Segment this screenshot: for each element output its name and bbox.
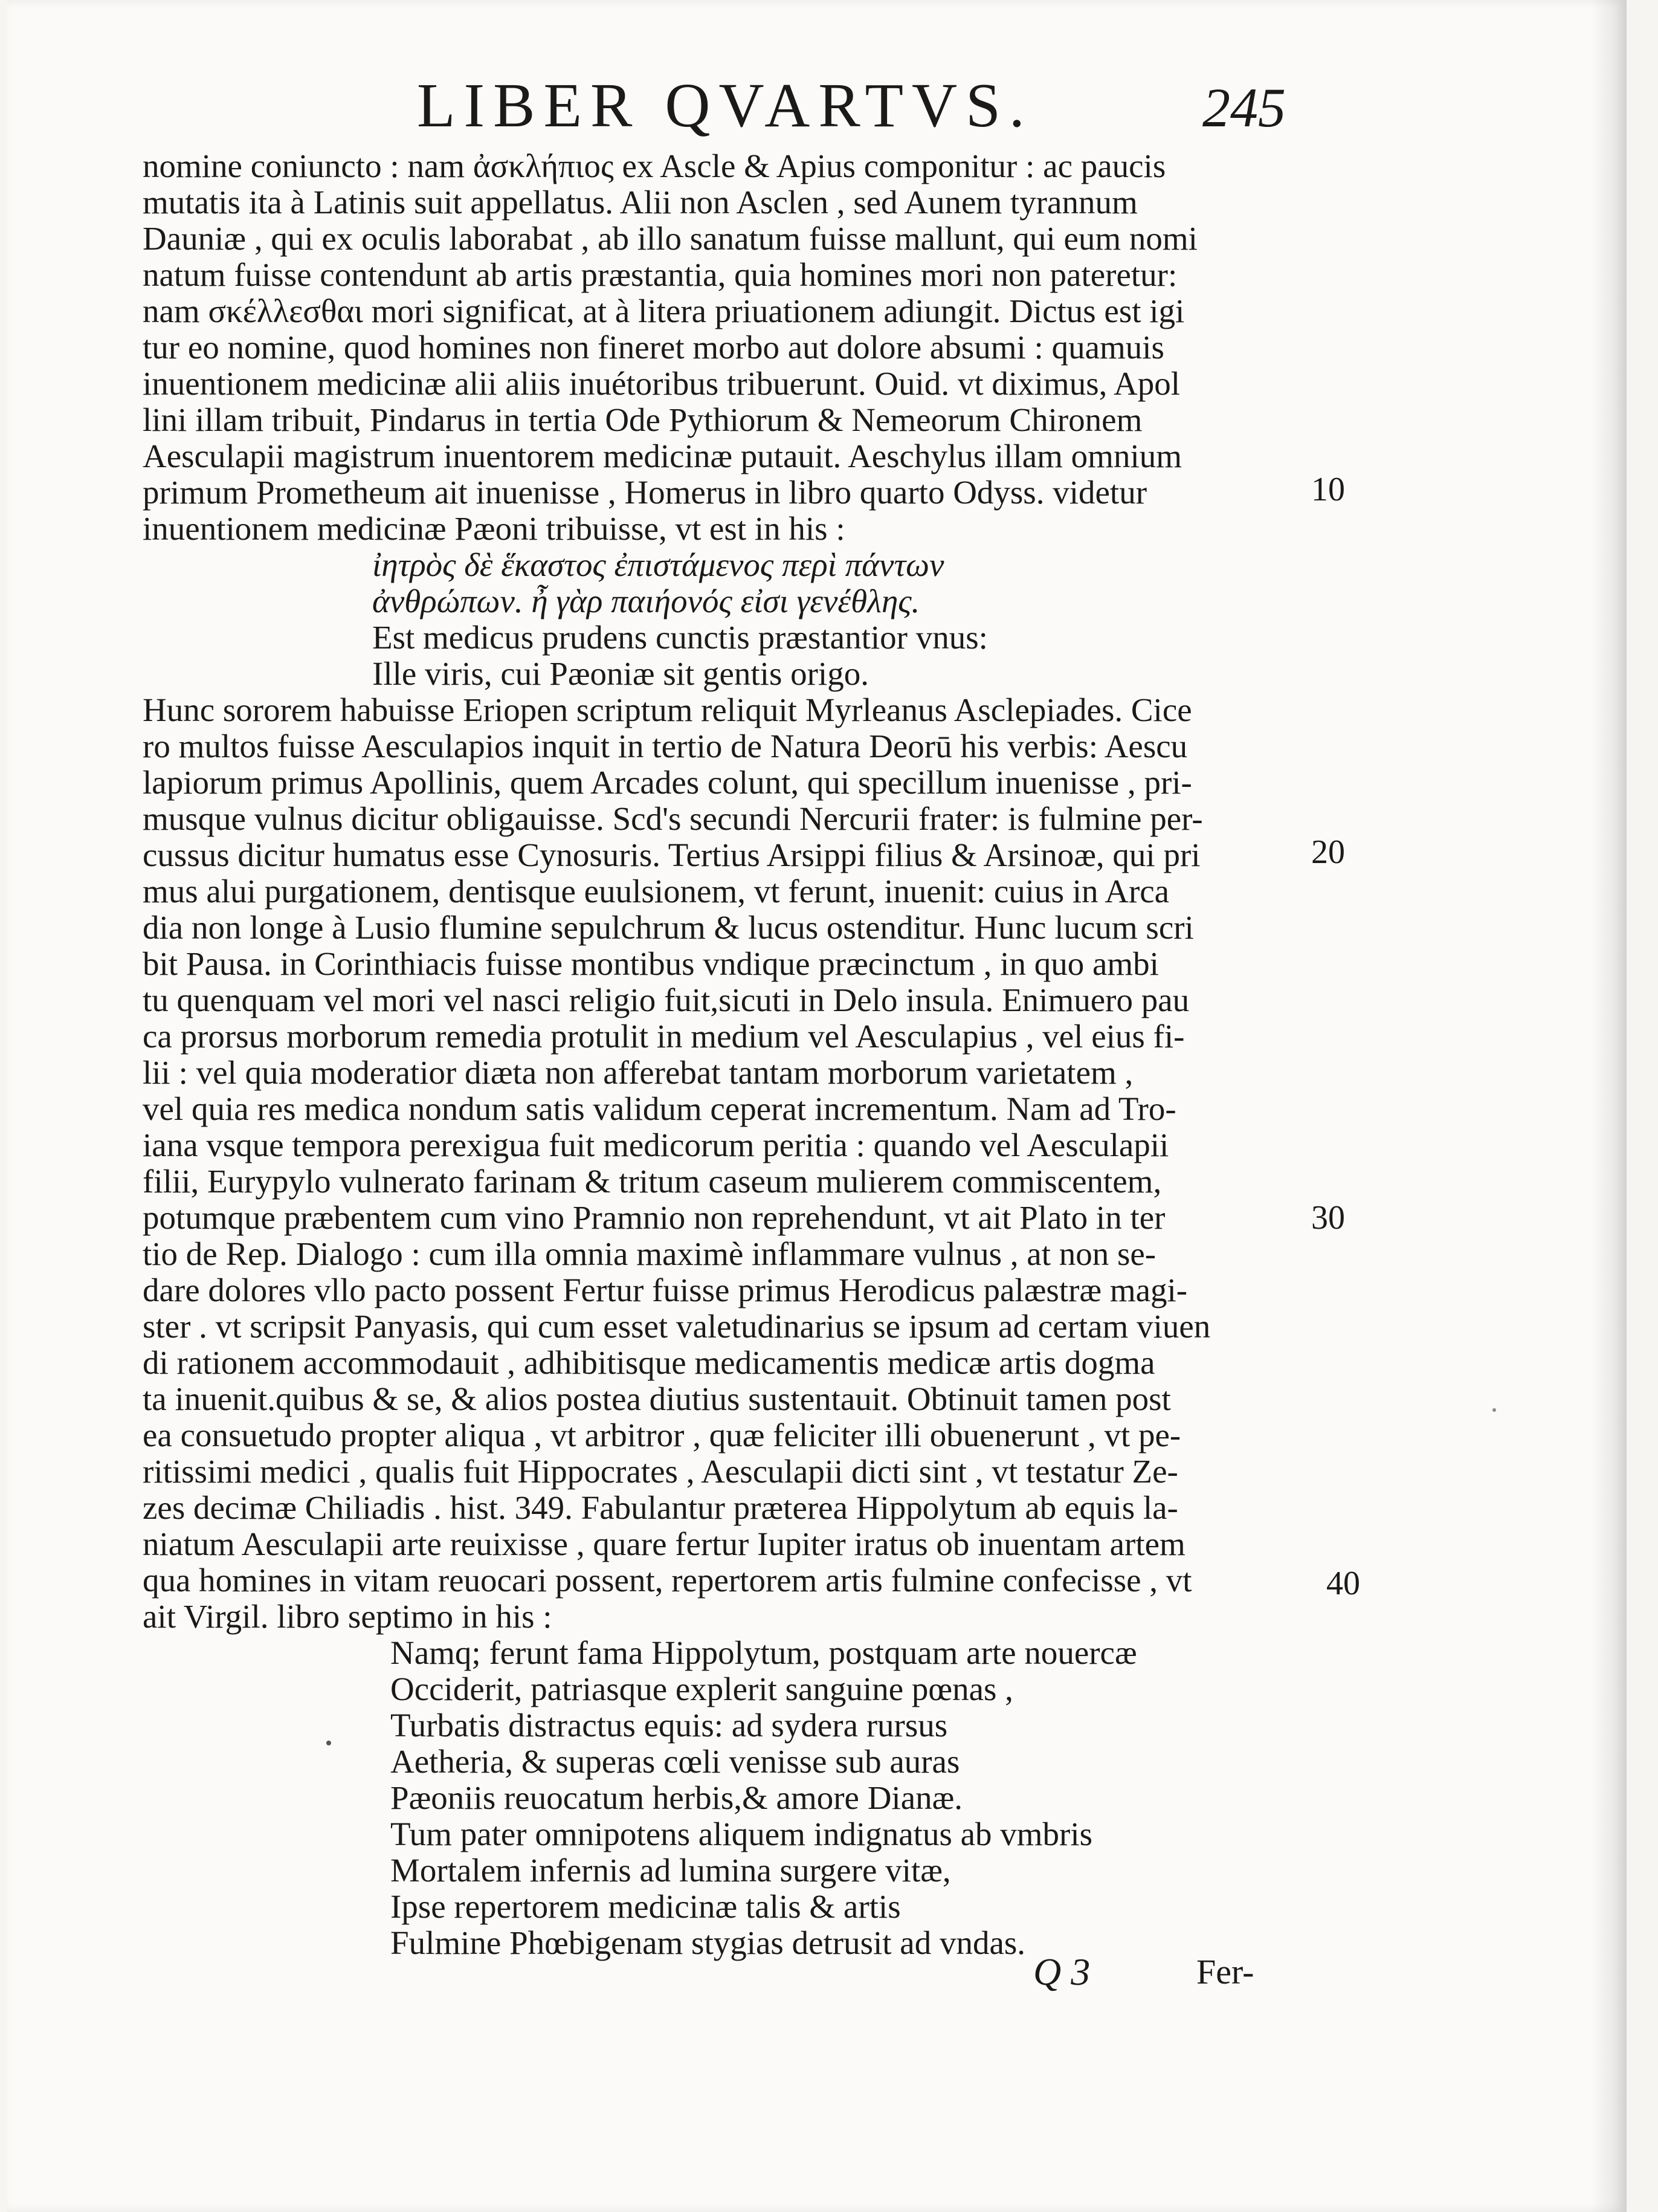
verse-line: Aetheria, & superas cœli venisse sub auras — [390, 1743, 960, 1780]
stray-ink-mark — [326, 1741, 331, 1745]
catchword: Fer- — [1196, 1952, 1254, 1991]
text-line: ster . vt scripsit Panyasis, qui cum esset valetudinarius se ipsum ad certam viuen — [143, 1308, 1211, 1345]
margin-line-number-10: 10 — [1311, 471, 1345, 508]
verse-line: Tum pater omnipotens aliquem indignatus ab vmbris — [390, 1816, 1093, 1852]
text-line: tur eo nomine, quod homines non fineret morbo aut dolore absumi : quamuis — [143, 329, 1164, 366]
verse-line: Mortalem infernis ad lumina surgere vitæ, — [390, 1852, 951, 1889]
text-line: nomine coniuncto : nam ἀσκλήπιος ex Ascle & Apius componitur : ac paucis — [143, 147, 1166, 184]
page-number: 245 — [1202, 77, 1286, 138]
verse-line: Ipse repertorem medicinæ talis & artis — [390, 1888, 901, 1925]
verse-line: Turbatis distractus equis: ad sydera rursus — [390, 1707, 948, 1744]
text-line: Hunc sororem habuisse Eriopen scriptum reliquit Myrleanus Asclepiades. Cice — [143, 691, 1192, 728]
running-head — [417, 73, 1323, 139]
text-line: ca prorsus morborum remedia protulit in medium vel Aesculapius , vel eius fi- — [143, 1018, 1185, 1055]
verse-line: Pæoniis reuocatum herbis,& amore Dianæ. — [390, 1779, 963, 1816]
text-line: lini illam tribuit, Pindarus in tertia Ode Pythiorum & Nemeorum Chironem — [143, 401, 1143, 438]
text-line: mus alui purgationem, dentisque euulsionem, vt ferunt, inuenit: cuius in Arca — [143, 873, 1170, 910]
text-line: cussus dicitur humatus esse Cynosuris. Tertius Arsippi filius & Arsinoæ, qui pri — [143, 836, 1201, 873]
text-line: ea consuetudo propter aliqua , vt arbitror , quæ feliciter illi obuenerunt , vt pe- — [143, 1417, 1181, 1454]
text-line: di rationem accommodauit , adhibitisque medicamentis medicæ artis dogma — [143, 1344, 1155, 1381]
text-line: ait Virgil. libro septimo in his : — [143, 1598, 552, 1635]
text-line: vel quia res medica nondum satis validum ceperat incrementum. Nam ad Tro- — [143, 1090, 1176, 1127]
text-line: dia non longe à Lusio flumine sepulchrum & lucus ostenditur. Hunc lucum scri — [143, 909, 1194, 946]
text-line: musque vulnus dicitur obligauisse. Scd's secundi Nercurii frater: is fulmine per- — [143, 800, 1203, 837]
greek-verse-line: ἰητρὸς δὲ ἕκαστος ἐπιστάμενος περὶ πάντων — [372, 546, 944, 583]
text-line: filii, Eurypylo vulnerato farinam & tritum caseum mulierem commiscentem, — [143, 1163, 1162, 1200]
verse-line: Occiderit, patriasque explerit sanguine pœnas , — [390, 1670, 1013, 1707]
margin-line-number-30: 30 — [1311, 1199, 1345, 1237]
text-line: ro multos fuisse Aesculapios inquit in tertio de Natura Deorū his verbis: Aescu — [143, 728, 1188, 765]
text-line: iana vsque tempora perexigua fuit medicorum peritia : quando vel Aesculapii — [143, 1127, 1169, 1163]
latin-verse-line: Ille viris, cui Pæoniæ sit gentis origo. — [372, 655, 869, 692]
text-line: dare dolores vllo pacto possent Fertur fuisse primus Herodicus palæstræ magi- — [143, 1272, 1188, 1308]
virgil-verse — [143, 1635, 1315, 1961]
signature-mark: Q 3 — [1033, 1950, 1091, 1993]
text-line: Aesculapii magistrum inuentorem medicinæ putauit. Aeschylus illam omnium — [143, 438, 1182, 474]
text-line: lapiorum primus Apollinis, quem Arcades colunt, qui specillum inuenisse , pri- — [143, 764, 1192, 801]
greek-verse-line: ἀνθρώπων. ἦ γὰρ παιήονός εἰσι γενέθλης. — [372, 583, 920, 619]
text-line: mutatis ita à Latinis suit appellatus. Alii non Asclen , sed Aunem tyrannum — [143, 184, 1138, 221]
text-line: bit Pausa. in Corinthiacis fuisse montibus vndique præcinctum , in quo ambi — [143, 945, 1159, 982]
stray-ink-mark — [1492, 1408, 1496, 1412]
text-line: ta inuenit.quibus & se, & alios postea diutius sustentauit. Obtinuit tamen post — [143, 1380, 1171, 1417]
text-line: primum Prometheum ait inuenisse , Homerus in libro quarto Odyss. videtur — [143, 474, 1147, 511]
text-line: inuentionem medicinæ alii aliis inuétoribus tribuerunt. Ouid. vt diximus, Apol — [143, 365, 1181, 402]
text-line: inuentionem medicinæ Pæoni tribuisse, vt est in his : — [143, 510, 845, 547]
margin-line-number-20: 20 — [1311, 833, 1345, 871]
text-line: Dauniæ , qui ex oculis laborabat , ab illo sanatum fuisse mallunt, qui eum nomi — [143, 220, 1198, 257]
text-line: potumque præbentem cum vino Pramnio non reprehendunt, vt ait Plato in ter — [143, 1199, 1166, 1236]
text-line: niatum Aesculapii arte reuixisse , quare fertur Iupiter iratus ob inuentam artem — [143, 1525, 1185, 1562]
greek-verse — [143, 547, 1315, 692]
text-line: ritissimi medici , qualis fuit Hippocrates , Aesculapii dicti sint , vt testatur Ze- — [143, 1453, 1178, 1490]
page-edge-shadow — [1590, 0, 1627, 2212]
margin-line-number-40: 40 — [1326, 1565, 1360, 1602]
text-line: lii : vel quia moderatior diæta non afferebat tantam morborum varietatem , — [143, 1054, 1134, 1091]
latin-verse-line: Est medicus prudens cunctis præstantior vnus: — [372, 619, 988, 656]
verse-line: Fulmine Phœbigenam stygias detrusit ad vndas. — [390, 1924, 1026, 1961]
text-block — [143, 148, 1315, 1961]
text-line: tio de Rep. Dialogo : cum illa omnia maximè inflammare vulnus , at non se- — [143, 1235, 1156, 1272]
verse-line: Namq; ferunt fama Hippolytum, postquam arte nouercæ — [390, 1634, 1137, 1671]
text-line: qua homines in vitam reuocari possent, repertorem artis fulmine confecisse , vt — [143, 1562, 1192, 1599]
text-line: zes decimæ Chiliadis . hist. 349. Fabulantur præterea Hippolytum ab equis la- — [143, 1489, 1178, 1526]
text-line: tu quenquam vel mori vel nasci religio fuit,sicuti in Delo insula. Enimuero pau — [143, 981, 1190, 1018]
text-line: natum fuisse contendunt ab artis præstantia, quia homines mori non pateretur: — [143, 256, 1178, 293]
text-line: nam σκέλλεσθαι mori significat, at à litera priuationem adiungit. Dictus est igi — [143, 293, 1185, 329]
running-title: LIBER QVARTVS. — [417, 71, 1033, 140]
